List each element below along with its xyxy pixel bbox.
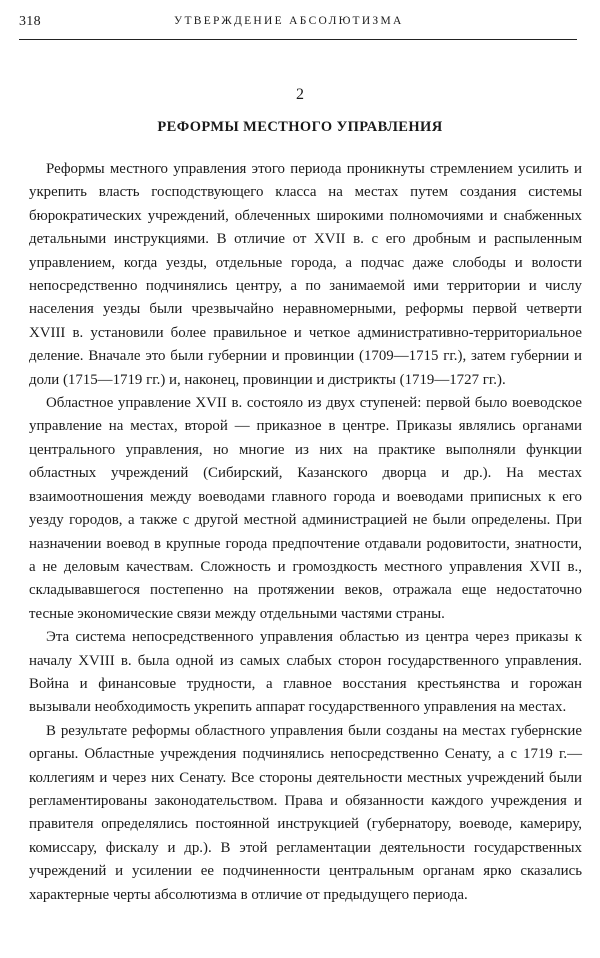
body-text	[29, 158, 582, 907]
page-number: 318	[19, 14, 41, 29]
header-rule	[19, 39, 577, 40]
page-header	[19, 14, 577, 42]
section-number: 2	[296, 86, 304, 103]
paragraph: Эта система непосредственного управления областью из центра через приказы к началу XVIII в. была одной из самых слабых сторон государственного управления. Война и финансовые трудности, а главное восстания крестьянства и горожан вызывали необходимость укрепить аппарат государственного управления на местах.	[29, 629, 582, 716]
paragraph: Реформы местного управления этого периода проникнуты стремлением усилить и укрепить власть господствующего класса на местах путем создания системы бюрократических учреждений, облеченных широкими полномочиями и снабженных детальными инструкциями. В отличие от XVII в. с его дробным и распыленным управлением, когда уезды, отдельные города, а подчас даже слободы и волости непосредственно подчинялись центру, а по занимаемой ими территории и числу населения уезды были чрезвычайно неравномерными, реформы первой четверти XVIII в. установили более правильное и четкое административно-территориальное деление. Вначале это были губернии и провинции (1709—1715 гг.), затем губернии и доли (1715—1719 гг.) и, наконец, провинции и дистрикты (1719—1727 гг.).	[29, 161, 582, 388]
paragraph: В результате реформы областного управления были созданы на местах губернские органы. Областные учреждения подчинялись непосредственно Сенату, а с 1719 г.— коллегиям и через них Сенату. Все стороны деятельности местных учреждений были регламентированы законодательством. Права и обязанности каждого учреждения и правителя определялись постоянной инструкцией (губернатору, воеводе, камериру, комиссару, фискалу и др.). В этой регламентации деятельности государственных учреждений и усилении ее подчиненности центральным органам ярко сказались характерные черты абсолютизма в отличие от предыдущего периода.	[29, 722, 582, 903]
paragraph: Областное управление XVII в. состояло из двух ступеней: первой было воеводское управление на местах, второй — приказное в центре. Приказы являлись органами центрального управления, но многие из них на практике выполняли функции областных учреждений (Сибирский, Казанского дворца и др.). На местах взаимоотношения между воеводами главного города и воеводами приписных к его уезду городов, а также с другой местной администрацией не были определены. При назначении воевод в крупные города предпочтение отдавали родовитости, знатности, а не деловым качествам. Сложность и громоздкость местного управления XVII в., складывавшегося постепенно на протяжении веков, отражала еще недостаточно тесные экономические связи между отдельными частями страны.	[29, 395, 582, 622]
running-title: УТВЕРЖДЕНИЕ АБСОЛЮТИЗМА	[174, 15, 404, 27]
section-title: РЕФОРМЫ МЕСТНОГО УПРАВЛЕНИЯ	[157, 119, 443, 135]
